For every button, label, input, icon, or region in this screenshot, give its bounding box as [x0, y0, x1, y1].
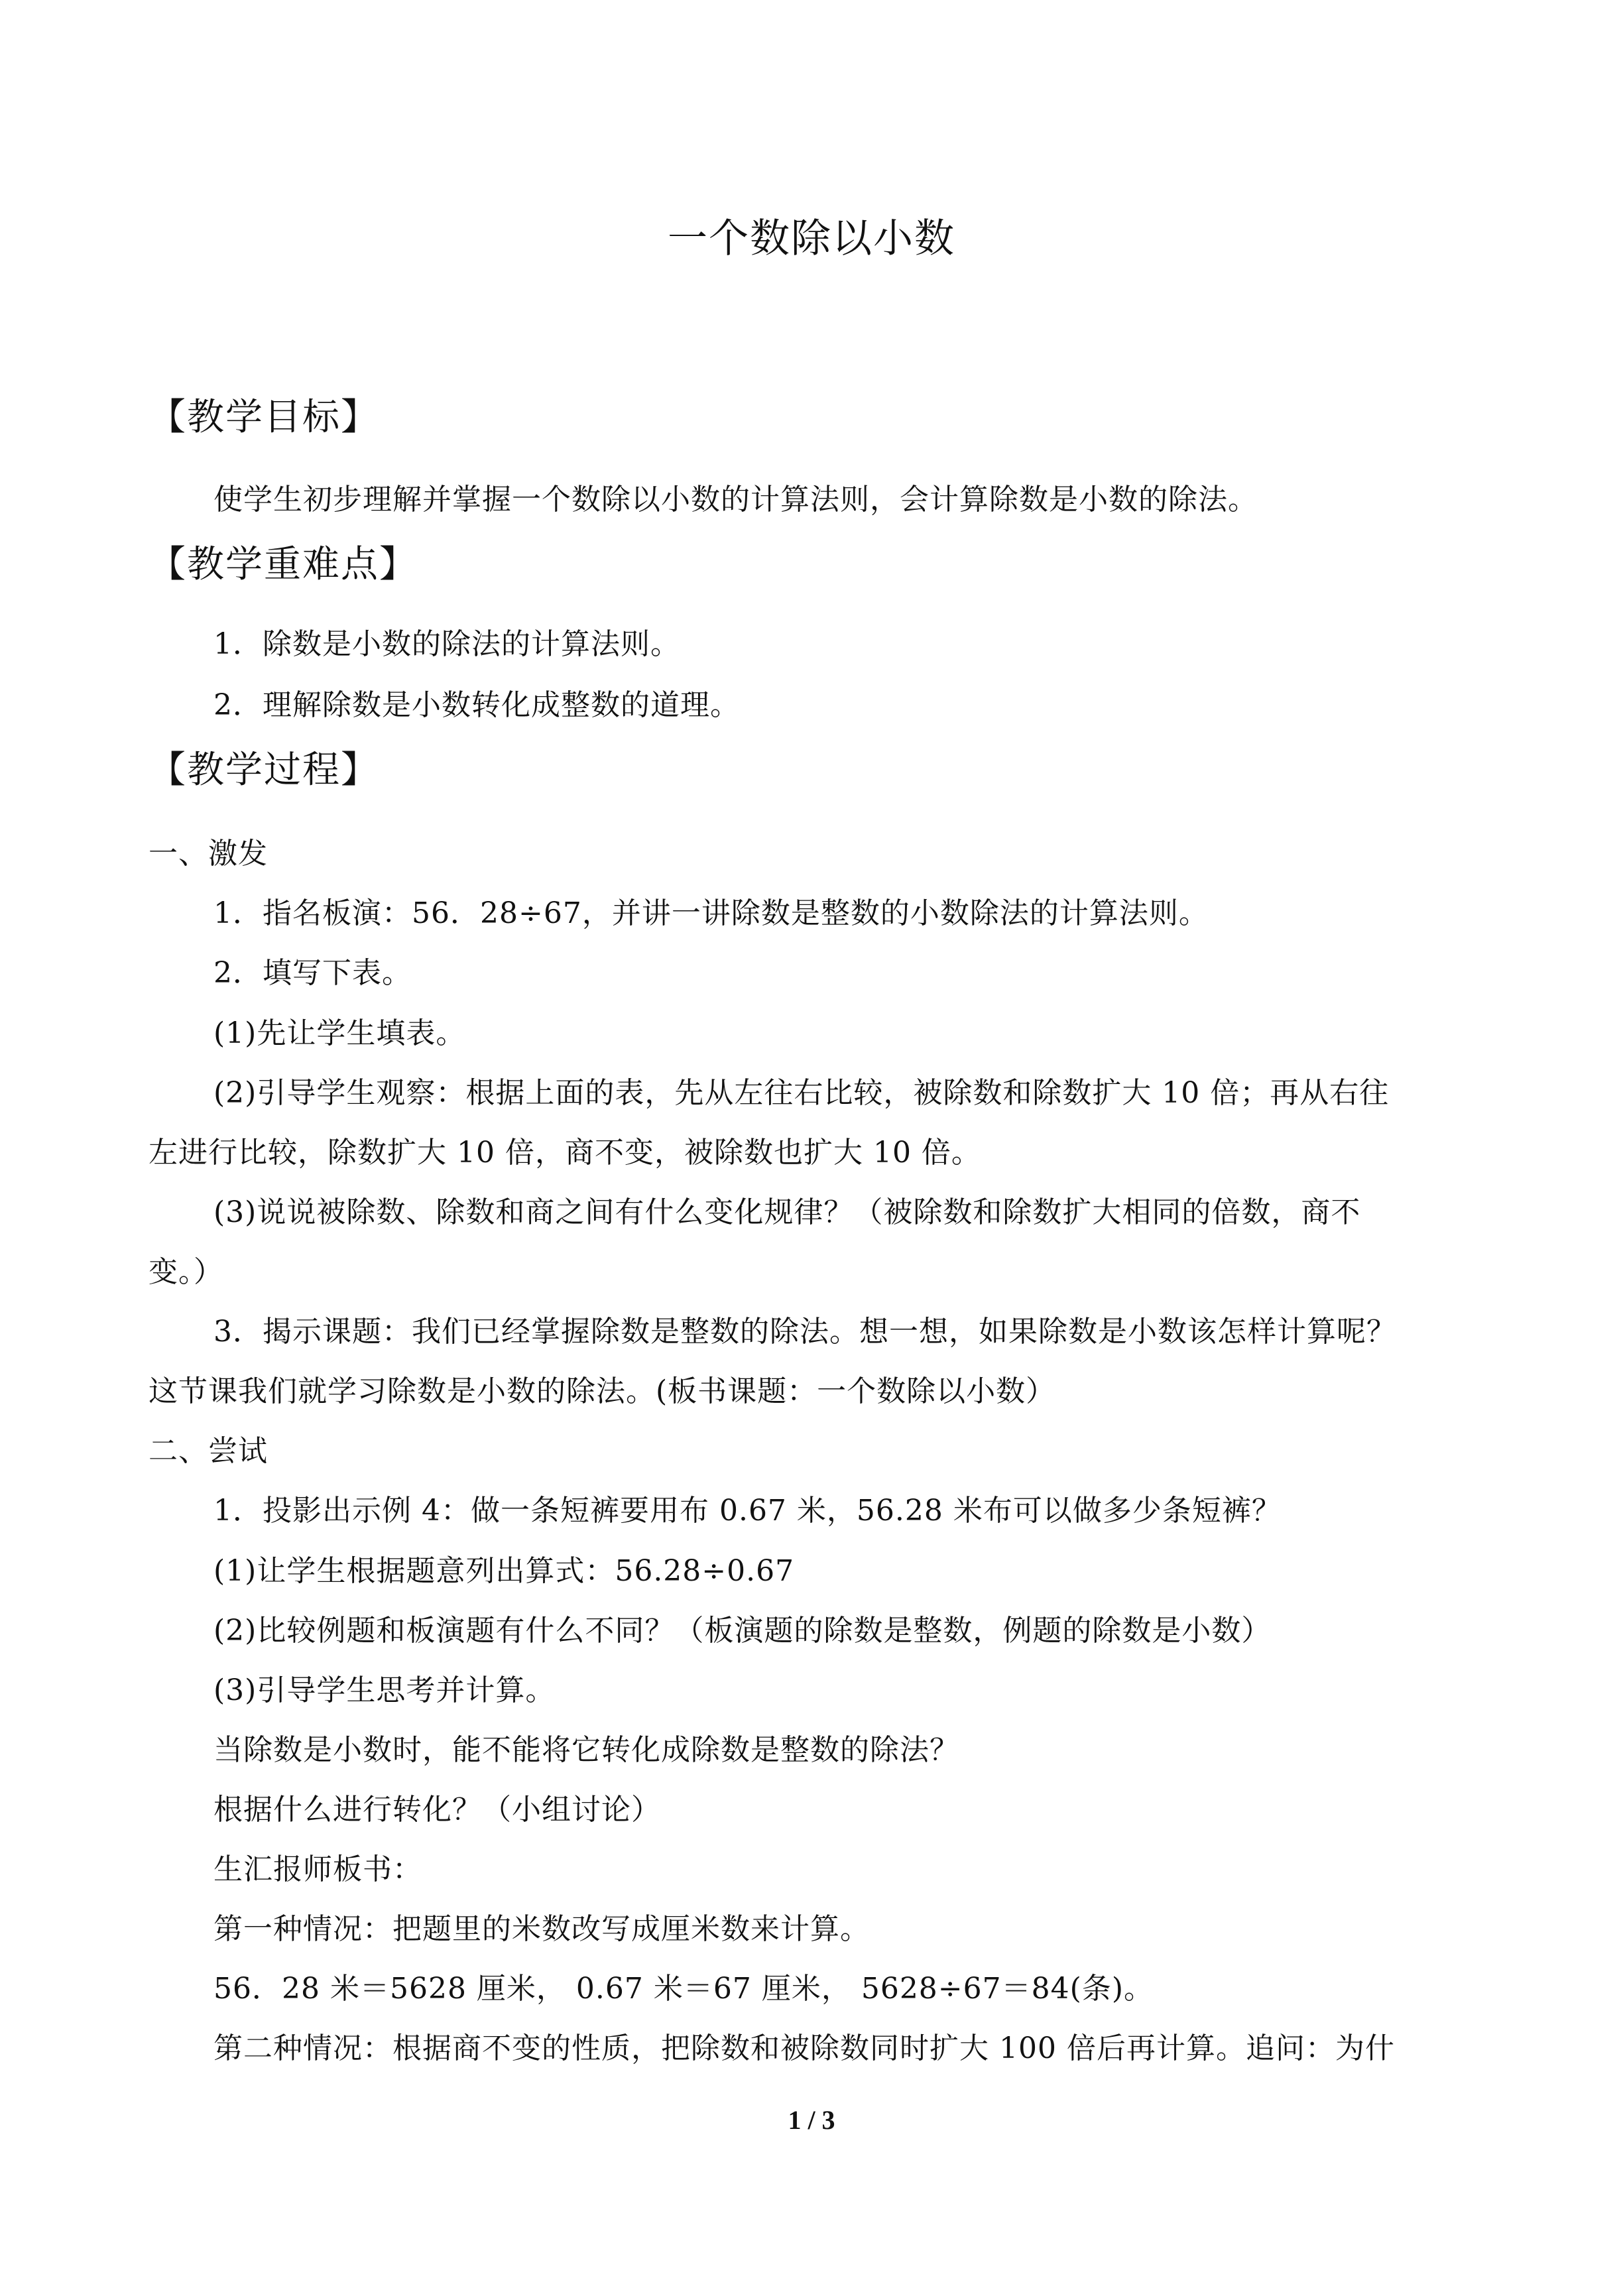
- document-title: 一个数除以小数: [668, 215, 955, 262]
- part2-line-9: 56．28 米＝5628 厘米， 0.67 米＝67 厘米， 5628÷67＝84(条)。: [213, 1972, 1154, 2006]
- part1-line-4: (2)引导学生观察：根据上面的表，先从左往右比较，被除数和除数扩大 10 倍；再从右往: [213, 1076, 1390, 1110]
- part2-line-8: 第一种情况：把题里的米数改写成厘米数来计算。: [213, 1912, 870, 1946]
- part1-line-9: 这节课我们就学习除数是小数的除法。(板书课题：一个数除以小数）: [149, 1374, 1056, 1408]
- part1-line-7: 变。）: [149, 1255, 223, 1289]
- part2-line-2: (1)让学生根据题意列出算式：56.28÷0.67: [213, 1554, 795, 1588]
- key-point-item-1: 1．除数是小数的除法的计算法则。: [213, 627, 680, 661]
- part1-line-8: 3．揭示课题：我们已经掌握除数是整数的除法。想一想，如果除数是小数该怎样计算呢？: [213, 1315, 1396, 1349]
- part1-line-6: (3)说说被除数、除数和商之间有什么变化规律？（被除数和除数扩大相同的倍数，商不: [213, 1195, 1361, 1229]
- part2-line-10: 第二种情况：根据商不变的性质，把除数和被除数同时扩大 100 倍后再计算。追问：为什: [213, 2031, 1395, 2065]
- page-number: 1 / 3: [788, 2105, 835, 2135]
- part1-line-5: 左进行比较，除数扩大 10 倍，商不变，被除数也扩大 10 倍。: [149, 1136, 981, 1170]
- part1-line-2: 2．填写下表。: [213, 956, 412, 990]
- part2-line-7: 生汇报师板书：: [213, 1852, 422, 1886]
- process-heading: 【教学过程】: [149, 749, 379, 792]
- part2-line-5: 当除数是小数时，能不能将它转化成除数是整数的除法？: [213, 1733, 959, 1767]
- key-points-heading: 【教学重难点】: [149, 543, 418, 586]
- objectives-heading: 【教学目标】: [149, 396, 379, 439]
- objectives-paragraph: 使学生初步理解并掌握一个数除以小数的计算法则，会计算除数是小数的除法。: [213, 483, 1258, 516]
- part2-line-4: (3)引导学生思考并计算。: [213, 1673, 556, 1707]
- part2-line-6: 根据什么进行转化？（小组讨论）: [213, 1793, 661, 1827]
- part2-line-3: (2)比较例题和板演题有什么不同？（板演题的除数是整数，例题的除数是小数）: [213, 1614, 1272, 1648]
- part2-line-1: 1．投影出示例 4：做一条短裤要用布 0.67 米，56.28 米布可以做多少条短裤？: [213, 1494, 1282, 1528]
- part2-title: 二、尝试: [149, 1434, 268, 1468]
- part1-line-3: (1)先让学生填表。: [213, 1016, 466, 1050]
- part1-line-1: 1．指名板演：56．28÷67，并讲一讲除数是整数的小数除法的计算法则。: [213, 896, 1209, 930]
- part1-title: 一、激发: [149, 837, 268, 871]
- key-point-item-2: 2．理解除数是小数转化成整数的道理。: [213, 688, 740, 722]
